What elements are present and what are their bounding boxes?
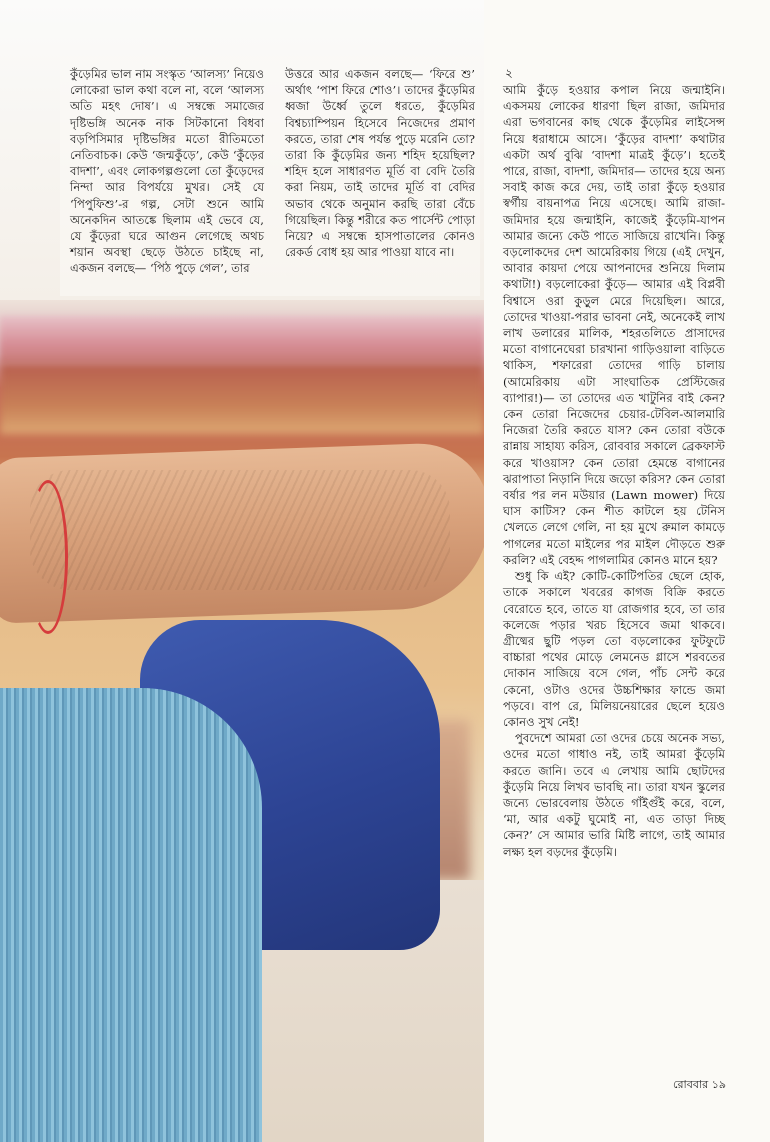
column-2-paragraph: উত্তরে আর একজন বলছে— ‘ফিরে শু’ অর্থাৎ ‘পাশ ফিরে শোও’। তাদের কুঁড়েমির ধ্বজা উর্ধ্বে তুলে ধরতে, কুঁড়েমির বিশ্বচ্যাম্পিয়ন হিসেবে নিজেদের প্রমাণ করতে, তারা শেষ পর্যন্ত পুড়ে মরেনি তো? তারা কি কুঁড়েমির জন্য শহিদ হয়েছিল? শহিদ হলে সাধারণত মূর্তি বা বেদি তৈরি করা নিয়ম, তাই তাদের মূর্তি বা বেদির অভাব থেকে অনুমান করছি তারা বেঁচে গিয়েছিল। কিন্তু শরীরে কত পার্সেন্ট পোড়া নিয়ে? এ সম্বন্ধে হাসপাতালের কোনও রেকর্ড বোধ হয় আর পাওয়া যাবে না। <box>285 67 475 260</box>
column-3-paragraph-1: আমি কুঁড়ে হওয়ার কপাল নিয়ে জন্মাইনি। একসময় লোকের ধারণা ছিল রাজা, জমিদার এরা ভগবানের কাছ থেকে কুঁড়েমির লাইসেন্স নিয়ে ধরাধামে আসে। ‘কুঁড়ের বাদশা’ কথাটার একটা অর্থ বুঝি ‘বাদশা মাত্রই কুঁড়ে’। হতেই পারে, রাজা, বাদশা, জমিদার— তাদের হয়ে অন্য সবাই কাজ করে দেয়, তাই তারা কুঁড়ে হওয়ার স্বর্গীয় বায়নাপত্র নিয়ে এসেছে। আমি রাজা-জমিদার হয়ে জন্মাইনি, কাজেই কুঁড়েমি-যাপন আমার জন্যে কেউ পাতে সাজিয়ে রাখেনি। কিন্তু বড়লোকদের দেশ আমেরিকায় গিয়ে (এই দেখুন, আবার কায়দা পেয়ে আপনাদের শুনিয়ে দিলাম কথাটা!) বড়লোকেরা কুঁড়ে— আমার এই বিপ্লবী বিশ্বাসে ওরা কুড়ুল মেরে দিয়েছিল। আরে, তোদের খাওয়া-পরার ভাবনা নেই, অনেকেই লাখ লাখ ডলারের মালিক, শহরতলিতে প্রাসাদের মতো বাগানেঘেরা চারখানা গাড়িওয়ালা বাড়িতে থাকিস, শফারেরা তোদের গাড়ি চালায় (আমেরিকায় এটা সাংঘাতিক প্রেস্টিজের ব্যাপার!)— তা তোদের এত খাটুনির বাই কেন? কেন তোরা নিজেদের চেয়ার-টেবিল-আলমারি নিজেরা তৈরি করতে যাস? কেন তোরা বউকে রান্নায় সাহায্য করিস, রোববার সকালে ব্রেকফাস্ট করে খাওয়াস? কেন তোরা হেমন্তে বাগানের ঝরাপাতা নিড়ানি দিয়ে জড়ো করিস? কেন তোরা বর্ষার পর লন মউয়ার (Lawn mower) দিয়ে ঘাস কাটিস? কেন শীত কাটলে হয় টেনিস খেলতে লেগে গেলি, না হয় মুখে রুমাল কামড়ে পাগলের মতো মাইলের পর মাইল দৌড়তে শুরু করলি? এই বেহদ্দ পাগলামির কোনও মানে হয়? <box>503 83 725 567</box>
photo-background-band <box>0 364 484 434</box>
column-1-paragraph: কুঁড়েমির ভাল নাম সংস্কৃত ‘আলস্য’ নিয়েও লোকেরা ভাল কথা বলে না, বলে ‘আলস্য অতি মহৎ দোষ’। এ সম্বন্ধে সমাজের দৃষ্টিভঙ্গি অনেক নাক সিটকানো বিধবা বড়পিসিমার দৃষ্টিভঙ্গির মতো রীতিমতো নেতিবাচক। কেউ ‘জন্মকুঁড়ে’, কেউ ‘কুঁড়ের বাদশা’, এবং লোকগল্পগুলো তো কুঁড়েদের নিন্দা আর বিপর্যয়ে মুখর। সেই যে ‘পিপুফিশু’-র গল্প, সেটা শুনে আমি অনেকদিন আতঙ্কে ছিলাম এই ভেবে যে, যে কুঁড়েরা ঘরে আগুন লেগেছে অথচ শয়ান অবস্থা ছেড়ে উঠতে চাইছে না, একজন বলছে— ‘পিঠ পুড়ে গেল’, তার <box>70 67 264 276</box>
column-3-paragraph-3: পুবদেশে আমরা তো ওদের চেয়ে অনেক সভ্য, ওদের মতো গাধাও নই, তাই আমরা কুঁড়েমি করতে জানি। তবে এ লেখায় আমি ছোটদের কুঁড়েমি নিয়ে লিখব ভাবছি না। তারা যখন স্কুলের জন্যে ভোরবেলায় উঠতে গাঁইগুঁই করে, বলে, ‘মা, আর একটু ঘুমোই না, এত তাড়া দিচ্ছ কেন?’ সে আমার ভারি মিষ্টি লাগে, তাই আমার লক্ষ্য হল বড়দের কুঁড়েমি। <box>503 731 725 859</box>
photo-background-stripe <box>0 316 484 364</box>
section-number: ২ <box>505 66 513 80</box>
photo-striped-shirt <box>0 688 262 1142</box>
page-folio: রোববার ১৯ <box>673 1078 726 1091</box>
column-3 <box>503 66 725 860</box>
photo-arm-texture <box>30 470 450 590</box>
column-1 <box>70 66 264 277</box>
column-3-paragraph-2: শুধু কি এই? কোটি-কোটিপতির ছেলে হোক, তাকে সকালে খবরের কাগজ বিক্রি করতে বেরোতে হবে, তাতে যা রোজগার হবে, তা তার কলেজে পড়ার খরচ হিসেবে জমা থাকবে। গ্রীষ্মের ছুটি পড়ল তো বড়লোকের ফুটফুটে বাচ্চারা পথের মোড়ে লেমনেড গ্লাসে শরবতের দোকান সাজিয়ে বসে গেল, পাঁচ সেন্ট করে কেনো, ওটাও ওদের উচ্চশিক্ষার ফান্ডে জমা পড়বে। বাপ রে, মিলিয়নেয়ারের ছেলে হয়েও কোনও সুখ নেই! <box>503 569 725 729</box>
column-2 <box>285 66 475 260</box>
photo-red-thread <box>28 480 68 634</box>
